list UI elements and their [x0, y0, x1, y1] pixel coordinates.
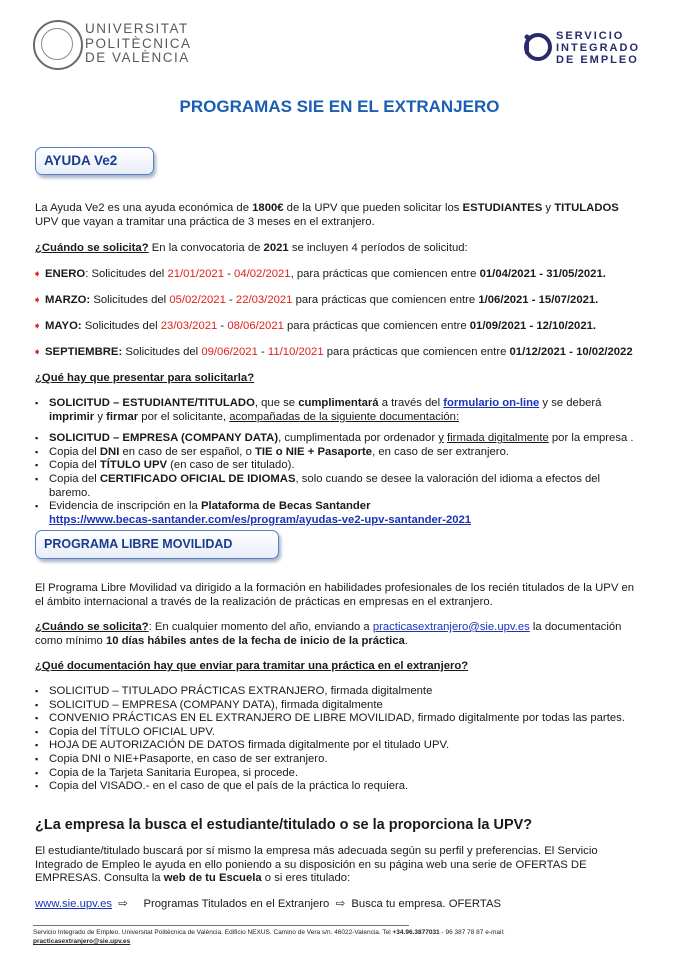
- period-mayo: ➧ MAYO: Solicitudes del 23/03/2021 - 08/06/2021 para prácticas que comiencen entre 01/09/2021 - 12/10/2021.: [33, 320, 597, 332]
- arrow-bullet-icon: ➧: [33, 321, 42, 332]
- arrow-right-icon: ⇨: [115, 898, 141, 910]
- libre-docs-question: ¿Qué documentación hay que enviar para tramitar una práctica en el extranjero?: [35, 660, 469, 672]
- list-item: ▪ CONVENIO PRÁCTICAS EN EL EXTRANJERO DE LIBRE MOVILIDAD, firmado digitalmente por todas las partes.: [35, 712, 645, 726]
- period-marzo: ➧ MARZO: Solicitudes del 05/02/2021 - 22/03/2021 para prácticas que comiencen entre 1/06/2021 - 15/07/2021.: [33, 294, 599, 306]
- empresa-nav: www.sie.upv.es ⇨ Programas Titulados en el Extranjero ⇨ Busca tu empresa. OFERTAS: [35, 898, 502, 910]
- ayuda-heading: AYUDA Ve2: [44, 153, 118, 168]
- arrow-right-icon: ⇨: [332, 898, 349, 910]
- libre-intro: El Programa Libre Movilidad va dirigido a la formación en habilidades profesionales de los recién titulados de la UPV en el ámbito internacional a través de la realización de prácticas en empresas en el extranjero.: [35, 582, 635, 608]
- ayuda-heading-box: [35, 147, 154, 175]
- sie-logo-icon: [522, 28, 552, 66]
- period-septiembre: ➧ SEPTIEMBRE: Solicitudes del 09/06/2021 - 11/10/2021 para prácticas que comiencen entre 01/12/2021 - 10/02/2022: [33, 346, 633, 358]
- list-item: ▪ Evidencia de inscripción en la Plataforma de Becas Santander https://www.becas-santander.com/es/program/ayudas-ve2-upv-santander-2021: [35, 500, 635, 527]
- list-item: ▪ Copia del TÍTULO OFICIAL UPV.: [35, 726, 645, 740]
- empresa-heading: ¿La empresa la busca el estudiante/titulado o se la proporciona la UPV?: [35, 817, 533, 833]
- footer-email-link[interactable]: practicasextranjero@sie.upv.es: [33, 938, 131, 945]
- libre-cuando: ¿Cuándo se solicita?: En cualquier momento del año, enviando a practicasextranjero@sie.upv.es la documentación como mínimo 10 días hábiles antes de la fecha de inicio de la práctica.: [35, 621, 622, 647]
- empresa-text: El estudiante/titulado buscará por sí mismo la empresa más adecuada según su perfil y preferencias. El Servicio Integrado de Empleo le ayuda en ello poniendo a su disposición en su página web una serie de OFERTAS DE EMPRESAS. Consulta la web de tu Escuela o si eres titulado:: [35, 845, 598, 885]
- becas-santander-link[interactable]: https://www.becas-santander.com/es/program/ayudas-ve2-upv-santander-2021: [49, 513, 472, 526]
- list-item: ▪ Copia de la Tarjeta Sanitaria Europea, si procede.: [35, 767, 645, 781]
- ayuda-presentar-question: ¿Qué hay que presentar para solicitarla?: [35, 372, 255, 384]
- list-item: ▪ Copia DNI o NIE+Pasaporte, en caso de ser extranjero.: [35, 753, 645, 767]
- period-enero: ➧ ENERO: Solicitudes del 21/01/2021 - 04/02/2021, para prácticas que comiencen entre 01/04/2021 - 31/05/2021.: [33, 268, 606, 280]
- libre-doc-list: [35, 685, 645, 794]
- email-link[interactable]: practicasextranjero@sie.upv.es: [372, 621, 530, 633]
- libre-heading: PROGRAMA LIBRE MOVILIDAD: [44, 537, 233, 551]
- arrow-bullet-icon: ➧: [33, 347, 42, 358]
- list-item: ▪ Copia del VISADO.- en el caso de que el país de la práctica lo requiera.: [35, 780, 645, 794]
- list-item: ▪ Copia del TÍTULO UPV (en caso de ser titulado).: [35, 459, 635, 473]
- footer-divider: [33, 925, 409, 926]
- list-item: ▪ SOLICITUD – EMPRESA (COMPANY DATA), firmada digitalmente: [35, 699, 645, 713]
- list-item: ▪ SOLICITUD – ESTUDIANTE/TITULADO, que se cumplimentará a través del formulario on-line y se deberá imprimir y firmar por el solicitante, acompañadas de la siguiente documentación:: [35, 397, 635, 424]
- ayuda-doc-list: [35, 397, 635, 527]
- sie-website-link[interactable]: www.sie.upv.es: [35, 898, 113, 910]
- list-item: ▪ Copia del DNI en caso de ser español, o TIE o NIE + Pasaporte, en caso de ser extranjero.: [35, 446, 635, 460]
- list-item: ▪ SOLICITUD – EMPRESA (COMPANY DATA), cumplimentada por ordenador y firmada digitalmente por la empresa .: [35, 432, 635, 446]
- upv-seal-icon: [33, 20, 83, 70]
- upv-logo-text: UNIVERSITAT POLITÈCNICA DE VALÈNCIA: [85, 21, 192, 65]
- upv-logo: [33, 20, 192, 70]
- list-item: ▪ Copia del CERTIFICADO OFICIAL DE IDIOMAS, solo cuando se desee la valoración del idioma a efectos del baremo.: [35, 473, 635, 500]
- formulario-online-link[interactable]: formulario on-line: [443, 397, 540, 409]
- ayuda-cuando: ¿Cuándo se solicita? En la convocatoria de 2021 se incluyen 4 períodos de solicitud:: [35, 242, 468, 254]
- list-item: ▪ HOJA DE AUTORIZACIÓN DE DATOS firmada digitalmente por el titulado UPV.: [35, 739, 645, 753]
- page-title: PROGRAMAS SIE EN EL EXTRANJERO: [179, 97, 500, 116]
- ayuda-intro: La Ayuda Ve2 es una ayuda económica de 1800€ de la UPV que pueden solicitar los ESTUDIANTES y TITULADOS UPV que vayan a tramitar una práctica de 3 meses en el extranjero.: [35, 202, 619, 228]
- arrow-bullet-icon: ➧: [33, 269, 42, 280]
- footer: Servicio Integrado de Empleo. Universitat Politècnica de València. Edificio NEXUS. Camino de Vera s/n. 46022-Valencia. Tel +34.96.3877031 - 96 387 78 87 e-mail: practicasextranjero@sie.upv.es: [33, 929, 505, 945]
- libre-heading-box: [35, 530, 279, 559]
- sie-logo-text: SERVICIO INTEGRADO DE EMPLEO: [556, 30, 640, 66]
- list-item: ▪ SOLICITUD – TITULADO PRÁCTICAS EXTRANJERO, firmada digitalmente: [35, 685, 645, 699]
- arrow-bullet-icon: ➧: [33, 295, 42, 306]
